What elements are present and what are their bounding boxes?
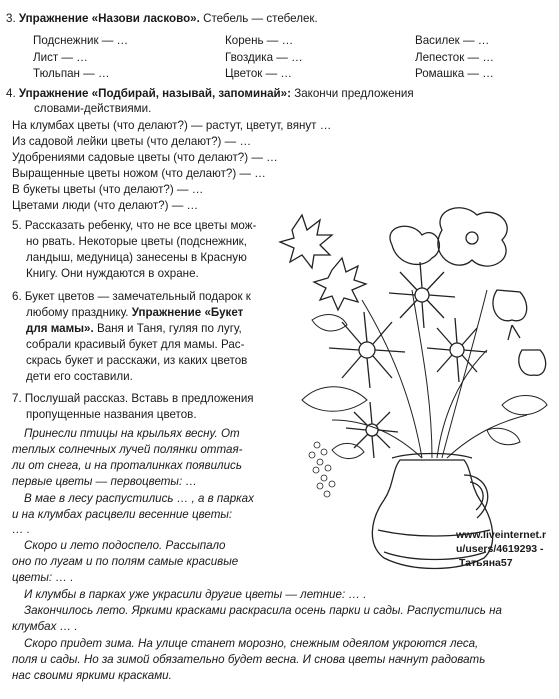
flower-vase-illustration: [272, 200, 554, 582]
exercise-line: В букеты цветы (что делают?) — …: [12, 183, 204, 196]
story-line: … .: [12, 523, 31, 536]
exercise-6-text: Ваня и Таня, гуляя по лугу,: [93, 322, 242, 335]
stems-icon: [332, 290, 527, 458]
exercise-4-number: 4.: [6, 87, 16, 100]
story-line: В мае в лесу распустились … , а в парках: [24, 492, 254, 505]
exercise-line: Из садовой лейки цветы (что делают?) — …: [12, 135, 252, 148]
story-line: поля и сады. Но за зимой обязательно будет весна. И снова цветы начнут радовать: [12, 653, 486, 666]
story-line: первые цветы — первоцветы: …: [12, 475, 197, 488]
exercise-line: Книгу. Они нуждаются в охране.: [26, 267, 199, 280]
exercise-line: Цветами люди (что делают?) — …: [12, 199, 199, 212]
exercise-6-title-cont: для мамы».: [26, 322, 94, 335]
story-line: И клумбы в парках уже украсили другие цветы — летние: … .: [24, 588, 367, 601]
exercise-line: скрась букет и расскажи, из каких цветов: [26, 354, 248, 367]
exercise-line: дети его составили.: [26, 370, 133, 383]
story-line: Скоро и лето подоспело. Рассыпало: [24, 539, 226, 552]
exercise-4-heading: [6, 86, 414, 101]
exercise-line: но рвать. Некоторые цветы (подснежник,: [26, 235, 247, 248]
cornflower-icon: [280, 215, 366, 310]
watermark-line: www.liveinternet.r: [456, 529, 547, 541]
story-line: оно по лугам и по полям самые красивые: [12, 555, 239, 568]
exercise-3-example: Стебель — стебелек.: [199, 12, 318, 25]
bellflower-icon: [493, 290, 546, 375]
exercise-line: На клумбах цветы (что делают?) — растут, цветут, вянут …: [12, 119, 332, 132]
word-cell: Ромашка — …: [415, 67, 494, 80]
exercise-line: пропущенные названия цветов.: [26, 408, 197, 421]
word-cell: Тюльпан — …: [33, 67, 110, 80]
story-line: Скоро придет зима. На улице станет морозно, снежным одеялом укроются леса,: [24, 637, 479, 650]
word-cell: Василек — …: [415, 34, 490, 47]
exercise-4-title: Упражнение «Подбирай, называй, запоминай»:: [18, 87, 291, 100]
story-line: Принесли птицы на крыльях весну. От: [24, 427, 240, 440]
word-cell: Лепесток — …: [415, 51, 494, 64]
story-line: нас своими яркими красками.: [12, 669, 172, 682]
exercise-4-task: Закончи предложения: [290, 87, 414, 100]
exercise-3-title: Упражнение «Назови ласково».: [18, 12, 200, 25]
watermark-line: u/users/4619293 -: [456, 543, 544, 555]
exercise-6-text: любому празднику.: [26, 306, 132, 319]
lilac-icon: [309, 442, 335, 497]
vase-icon: [372, 454, 492, 569]
watermark-line: Татьяна57: [459, 557, 513, 569]
exercise-line: [26, 305, 243, 320]
exercise-line: Удобрениями садовые цветы (что делают?) — …: [12, 151, 278, 164]
exercise-line: 6. Букет цветов — замечательный подарок к: [12, 290, 251, 303]
story-line: и на клумбах расцвели весенние цветы:: [12, 508, 233, 521]
story-line: цветы: … .: [12, 571, 74, 584]
story-line: клумбах … .: [12, 620, 78, 633]
word-cell: Цветок — …: [225, 67, 292, 80]
leaves-icon: [302, 315, 547, 459]
exercise-line: ландыш, медуница) занесены в Красную: [26, 251, 247, 264]
word-cell: Подснежник — …: [33, 34, 129, 47]
word-cell: Корень — …: [225, 34, 294, 47]
exercise-line: [26, 321, 242, 336]
word-cell: Гвоздика — …: [225, 51, 303, 64]
exercise-4-task-cont: словами-действиями.: [34, 102, 152, 115]
exercise-3-heading: [6, 11, 318, 26]
word-cell: Лист — …: [33, 51, 88, 64]
exercise-line: Выращенные цветы ножом (что делают?) — …: [12, 167, 266, 180]
story-line: ли от снега, и на проталинках появились: [12, 459, 242, 472]
exercise-6-title: Упражнение «Букет: [131, 306, 244, 319]
story-line: Закончилось лето. Яркими красками раскрасила осень парки и сады. Распустились на: [24, 604, 502, 617]
poppy-icon: [390, 208, 507, 266]
exercise-3-number: 3.: [6, 12, 16, 25]
story-line: теплых солнечных лучей полянки оттая-: [12, 443, 243, 456]
exercise-line: 5. Рассказать ребенку, что не все цветы мож-: [12, 219, 257, 232]
exercise-line: 7. Послушай рассказ. Вставь в предложения: [12, 392, 254, 405]
exercise-line: собрали красивый букет для мамы. Рас-: [26, 338, 245, 351]
